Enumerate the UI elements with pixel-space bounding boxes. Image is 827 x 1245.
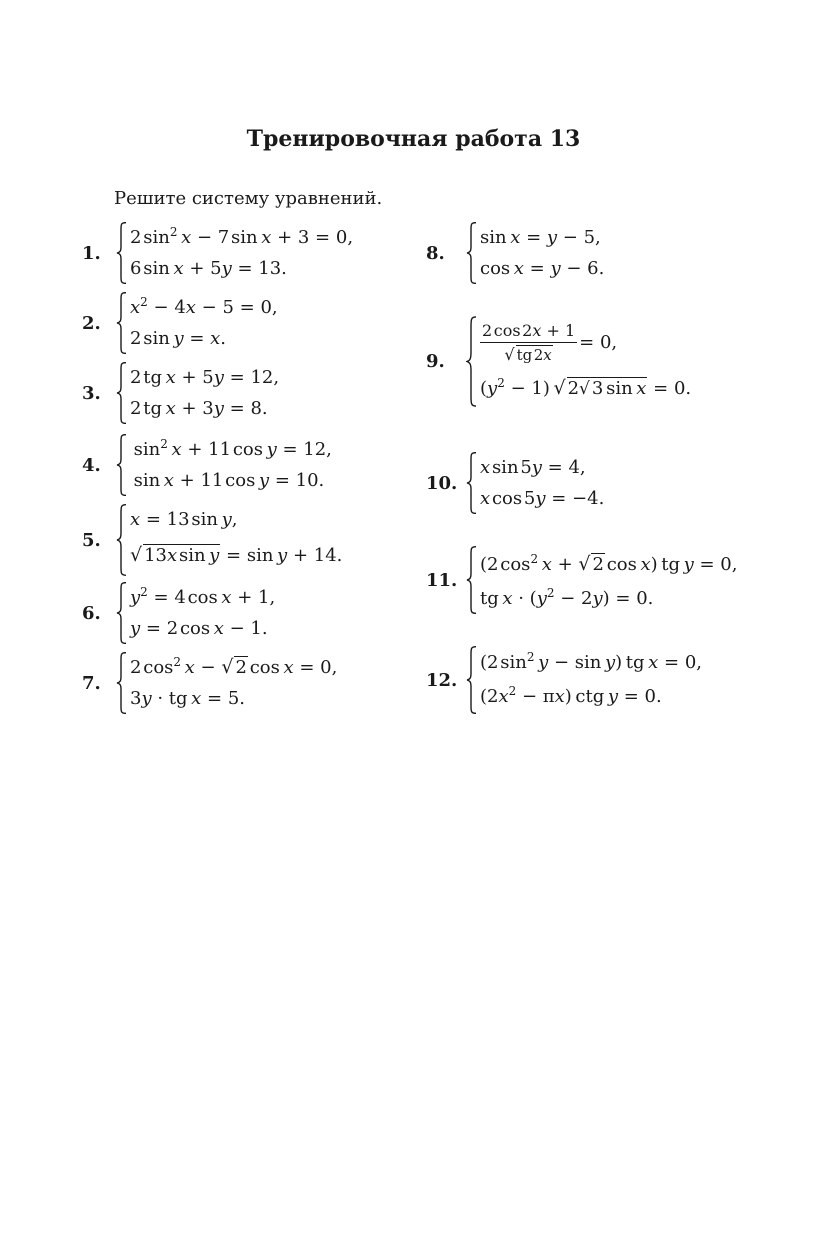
equation: (2 $\cos^2 x$ + √ 2 cos x) tg y = 0, xyxy=(480,552,738,575)
equation: 2 tg x + 3y = 8. xyxy=(130,398,268,419)
system-brace-icon xyxy=(466,452,478,514)
problem-number: 12. xyxy=(426,669,458,691)
equation-system xyxy=(116,222,353,284)
equation: 2 sin y = x. xyxy=(130,328,227,349)
equation: tg $x \cdot (y^2 - 2y) = 0$. xyxy=(480,586,654,609)
equation-system xyxy=(116,504,342,576)
problem-3 xyxy=(82,362,279,424)
equation: $x^2 - 4x - 5 = 0$, xyxy=(130,295,278,318)
equation: (2 $\sin^2 y - \sin y$) tg x = 0, xyxy=(480,650,702,673)
system-brace-icon xyxy=(116,222,128,284)
system-brace-icon xyxy=(116,652,128,714)
equation: $(2x^2 - \pi x)$ ctg y = 0. xyxy=(480,684,662,707)
page-title: Тренировочная работа 13 xyxy=(246,126,581,152)
problem-4 xyxy=(82,434,332,496)
problem-11 xyxy=(426,546,737,614)
equation-system xyxy=(116,582,275,644)
equation-system xyxy=(466,546,737,614)
equation: sin x + 11 cos y = 10. xyxy=(130,470,325,491)
problem-number: 9. xyxy=(426,351,445,372)
equation: 2 $\cos^2 x$ − √ 2 cos x = 0, xyxy=(130,655,338,678)
problem-number: 10. xyxy=(426,472,458,494)
problem-number: 8. xyxy=(426,242,445,264)
system-brace-icon xyxy=(466,222,478,284)
equation: cos x = y − 6. xyxy=(480,258,605,279)
equation-system xyxy=(466,316,691,407)
problem-2 xyxy=(82,292,278,354)
problem-1 xyxy=(82,222,353,284)
equation-system xyxy=(116,362,279,424)
problem-12 xyxy=(426,646,702,714)
problem-number: 6. xyxy=(82,602,101,624)
equation: x cos 5y = −4. xyxy=(480,488,605,509)
problem-number: 3. xyxy=(82,382,101,404)
problem-number: 7. xyxy=(82,672,101,694)
problem-number: 1. xyxy=(82,242,101,264)
problem-9 xyxy=(426,316,691,407)
equation-system xyxy=(466,452,604,514)
system-brace-icon xyxy=(116,582,128,644)
problem-number: 11. xyxy=(426,569,458,591)
equation: $(y^2 - 1)$ √ 2√ 3 sin x = 0. xyxy=(480,376,692,399)
problem-number: 2. xyxy=(82,312,101,334)
equation: x = 13 sin y, xyxy=(130,509,238,530)
problem-10 xyxy=(426,452,604,514)
system-brace-icon xyxy=(466,316,478,407)
equation: $\frac{2 \cos 2x + 1}{√ tg 2x}$ = 0, xyxy=(480,316,691,370)
instruction-text: Решите систему уравнений. xyxy=(114,188,383,209)
equation-system xyxy=(116,292,278,354)
system-brace-icon xyxy=(116,434,128,496)
problem-7 xyxy=(82,652,337,714)
system-brace-icon xyxy=(116,292,128,354)
problem-6 xyxy=(82,582,275,644)
equation: sin x = y − 5, xyxy=(480,227,601,248)
equation: x sin 5y = 4, xyxy=(480,457,586,478)
equation-system xyxy=(116,434,332,496)
equation: $y^2 = 4$ cos x + 1, xyxy=(130,585,276,608)
equation-system xyxy=(466,222,604,284)
problem-number: 5. xyxy=(82,529,101,551)
equation: √ 13x sin y = sin y + 14. xyxy=(130,544,343,566)
system-brace-icon xyxy=(116,504,128,576)
problem-5 xyxy=(82,504,342,576)
equation: 6 sin x + 5y = 13. xyxy=(130,258,287,279)
equation: y = 2 cos x − 1. xyxy=(130,618,268,639)
equation: $\sin^2 x + 11$ cos y = 12, xyxy=(130,437,332,460)
system-brace-icon xyxy=(466,646,478,714)
equation-system xyxy=(116,652,337,714)
equation: 3y · tg x = 5. xyxy=(130,688,245,709)
problem-number: 4. xyxy=(82,454,101,476)
equation-system xyxy=(466,646,702,714)
system-brace-icon xyxy=(466,546,478,614)
equation: 2 tg x + 5y = 12, xyxy=(130,367,280,388)
problem-8 xyxy=(426,222,604,284)
system-brace-icon xyxy=(116,362,128,424)
equation: 2 $\sin^2 x - 7$ sin x + 3 = 0, xyxy=(130,225,354,248)
